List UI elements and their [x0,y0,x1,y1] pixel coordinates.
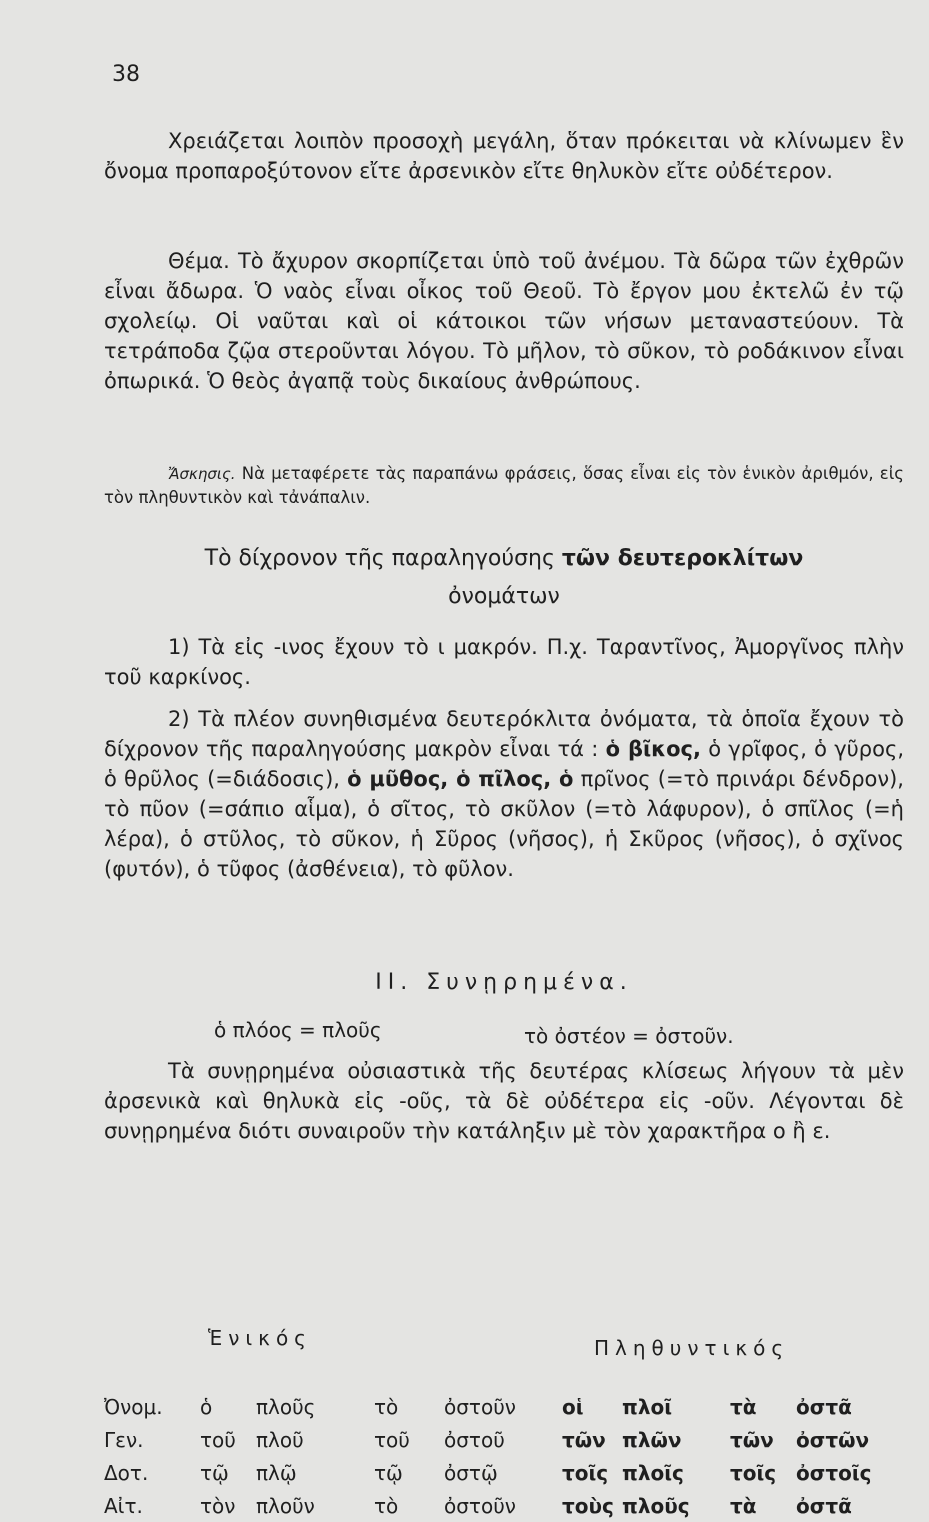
declension-cell: ὀστῷ [444,1460,498,1485]
thema-label: Θέμα. [168,249,230,273]
declension-cell: τῶν [562,1427,606,1452]
declension-row [104,1390,886,1423]
rule-2-part-1: 2) Τὰ πλέον συνηθισμένα δευτερόκλιτα ὀνόματα, τὰ ὁποῖα ἔχουν τὸ δίχρονον τῆς παραληγούσης μακρὸν εἶναι τά : [104,707,904,761]
intro-paragraph [104,126,904,186]
declension-cell: τὸν [200,1493,236,1518]
exercise-paragraph [104,462,904,510]
declension-cell: τὸ [374,1493,399,1518]
declension-cell: τὸ [374,1394,399,1419]
declension-cell: ὀστᾶ [796,1493,852,1518]
declension-cell: ὀστοῦ [444,1427,505,1452]
rule-2-part-2: ὁ γρῖφος, ὁ γῦρος, ὁ θρῦλος (=διάδοσις), [104,737,904,791]
declension-cell: ὀστῶν [796,1427,870,1452]
declension-cell: τοῦ [200,1427,236,1452]
declension-cell: πλοῖς [622,1460,684,1485]
rule-2-bold-2: ὁ μῦθος, ὁ πῖλος, ὁ [347,767,574,791]
declension-row [104,1489,886,1522]
paragraph-1: Χρειάζεται λοιπὸν προσοχὴ μεγάλη, ὅταν πρόκειται νὰ κλίνωμεν ἓν ὄνομα προπαροξύτονον εἴτε ἀρσενικὸν εἴτε θηλυκὸν εἴτε οὐδέτερον. [104,129,904,183]
declension-cell: πλοῦς [622,1493,690,1518]
contracted-text: Τὰ συνῃρημένα οὐσιαστικὰ τῆς δευτέρας κλίσεως λήγουν τὰ μὲν ἀρσενικὰ καὶ θηλυκὰ εἰς -οῦς, τὰ δὲ οὐδέτερα εἰς -οῦν. Λέγονται δὲ συνῃρημένα διότι συναιροῦν τὴν κατάληξιν μὲ τὸν χαρακτῆρα ο ἢ ε. [104,1059,904,1143]
declension-row [104,1456,886,1489]
declension-cell: τοὺς [562,1493,614,1518]
page-number: 38 [112,62,140,87]
exercise-body: Νὰ μεταφέρετε τὰς παραπάνω φράσεις, ὅσας εἶναι εἰς τὸν ἑνικὸν ἀριθμόν, εἰς τὸν πληθυντικὸν καὶ τἀνάπαλιν. [104,464,904,507]
declension-cell: τοῦ [374,1427,410,1452]
rule-1-text: 1) Τὰ εἰς -ινος ἔχουν τὸ ι μακρόν. Π.χ. Ταραντῖνος, Ἀμοργῖνος πλὴν τοῦ καρκίνος. [104,635,904,689]
thema-body: Τὸ ἄχυρον σκορπίζεται ὑπὸ τοῦ ἀνέμου. Τὰ δῶρα τῶν ἐχθρῶν εἶναι ἄδωρα. Ὁ ναὸς εἶναι οἶκος τοῦ Θεοῦ. Τὸ ἔργον μου ἐκτελῶ ἐν τῷ σχολείῳ. Οἱ ναῦται καὶ οἱ κάτοικοι τῶν νήσων μεταναστεύουν. Τὰ τετράποδα ζῷα στεροῦνται λόγου. Τὸ μῆλον, τὸ σῦκον, τὸ ροδάκινον εἶναι ὀπωρικά. Ὁ θεὸς ἀγαπᾷ τοὺς δικαίους ἀνθρώπους. [104,249,904,393]
declension-cell: πλοῖ [622,1394,673,1419]
rule-1 [104,632,904,692]
heading-bold: τῶν δευτεροκλίτων [561,546,804,571]
declension-cell: ὀστοῦν [444,1493,516,1518]
declension-cell: πλοῦς [256,1394,316,1419]
equation-right: τὸ ὀστέον = ὀστοῦν. [524,1024,734,1048]
equation-left: ὁ πλόος = πλοῦς [214,1018,382,1042]
rule-2 [104,704,904,884]
case-label: Δοτ. [104,1460,149,1485]
declension-cell: πλῷ [256,1460,297,1485]
declension-cell: τὰ [730,1493,757,1518]
declension-cell: τοῖς [562,1460,609,1485]
contracted-paragraph [104,1056,904,1146]
declension-cell: πλοῦν [256,1493,315,1518]
declension-table [104,1390,886,1522]
heading-line-2: ὀνομάτων [448,584,560,609]
rule-2-bold-1: ὁ βῖκος, [605,737,701,761]
case-label: Αἰτ. [104,1493,143,1518]
heading-line-1 [104,540,904,578]
declension-cell: ὀστοῦν [444,1394,516,1419]
plural-label: Πληθυντικός [594,1336,790,1360]
singular-label: Ἑνικός [208,1326,312,1350]
heading-normal: Τὸ δίχρονον τῆς παραληγούσης [204,546,562,571]
rule-2-text [104,704,904,884]
declension-cell: ὀστᾶ [796,1394,852,1419]
thema-paragraph [104,246,904,396]
section-2-title: ΙΙ. Συνῃρημένα. [375,970,633,995]
declension-cell: τῶν [730,1427,774,1452]
declension-cell: τὰ [730,1394,757,1419]
declension-cell: οἱ [562,1394,584,1419]
exercise-text [104,462,904,510]
thema-text [104,246,904,396]
exercise-label: Ἄσκησις. [168,465,236,483]
declension-row [104,1423,886,1456]
declension-cell: ὀστοῖς [796,1460,872,1485]
declension-cell: τῷ [374,1460,403,1485]
declension-cell: πλῶν [622,1427,682,1452]
case-label: Γεν. [104,1427,144,1452]
declension-cell: πλοῦ [256,1427,304,1452]
declension-cell: ὁ [200,1394,213,1419]
rule-2-part-3: πρῖνος (=τὸ πρινάρι δένδρον), τὸ πῦον (=σάπιο αἷμα), ὁ σῖτος, τὸ σκῦλον (=τὸ λάφυρον), ὁ σπῖλος (=ἡ λέρα), ὁ στῦλος, τὸ σῦκον, ἡ Σῦρος (νῆσος), ἡ Σκῦρος (νῆσος), ὁ σχῖνος (φυτόν), ὁ τῦφος (ἀσθένεια), τὸ φῦλον. [104,767,904,881]
declension-cell: τοῖς [730,1460,777,1485]
declension-cell: τῷ [200,1460,229,1485]
case-label: Ὀνομ. [104,1394,163,1419]
section-heading [104,540,904,616]
